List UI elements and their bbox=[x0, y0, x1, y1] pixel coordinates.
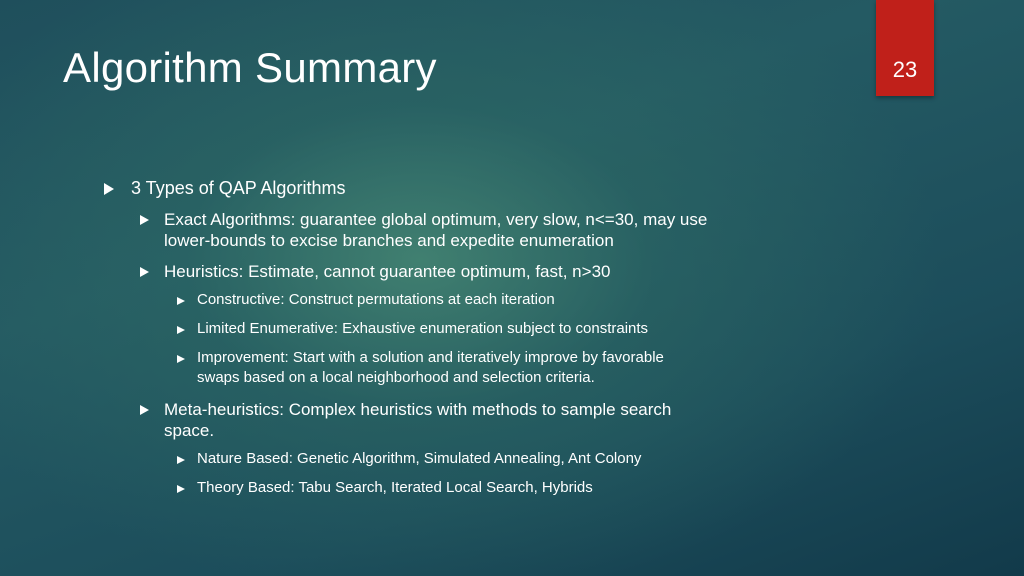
bullet-text: Constructive: Construct permutations at each iteration bbox=[197, 291, 555, 308]
bullet-text: Exact Algorithms: guarantee global optimum, very slow, n<=30, may use bbox=[164, 210, 708, 229]
bullet-text: Nature Based: Genetic Algorithm, Simulated Annealing, Ant Colony bbox=[197, 450, 642, 467]
bullet-text: space. bbox=[164, 421, 215, 440]
bullet-arrow-icon bbox=[177, 326, 185, 334]
bullet-text: Heuristics: Estimate, cannot guarantee optimum, fast, n>30 bbox=[164, 262, 611, 281]
bullet-arrow-icon bbox=[177, 297, 185, 305]
bullet-text: Improvement: Start with a solution and iteratively improve by favorable bbox=[197, 349, 664, 366]
bullet-arrow-icon bbox=[104, 183, 114, 195]
page-number: 23 bbox=[892, 57, 918, 82]
bullet-text: Limited Enumerative: Exhaustive enumeration subject to constraints bbox=[197, 320, 649, 337]
bullet-text: swaps based on a local neighborhood and selection criteria. bbox=[197, 369, 595, 386]
bullet-arrow-icon bbox=[177, 485, 185, 493]
bullet-arrow-icon bbox=[140, 267, 149, 277]
bullet-arrow-icon bbox=[177, 456, 185, 464]
bullet-text: Meta-heuristics: Complex heuristics with methods to sample search bbox=[164, 400, 672, 419]
bullet-arrow-icon bbox=[177, 355, 185, 363]
bullet-text: 3 Types of QAP Algorithms bbox=[131, 178, 346, 198]
bullet-text: lower-bounds to excise branches and expedite enumeration bbox=[164, 231, 614, 250]
slide-title: Algorithm Summary bbox=[63, 44, 437, 91]
bullet-arrow-icon bbox=[140, 405, 149, 415]
bullet-text: Theory Based: Tabu Search, Iterated Local Search, Hybrids bbox=[197, 479, 593, 496]
bullet-arrow-icon bbox=[140, 215, 149, 225]
